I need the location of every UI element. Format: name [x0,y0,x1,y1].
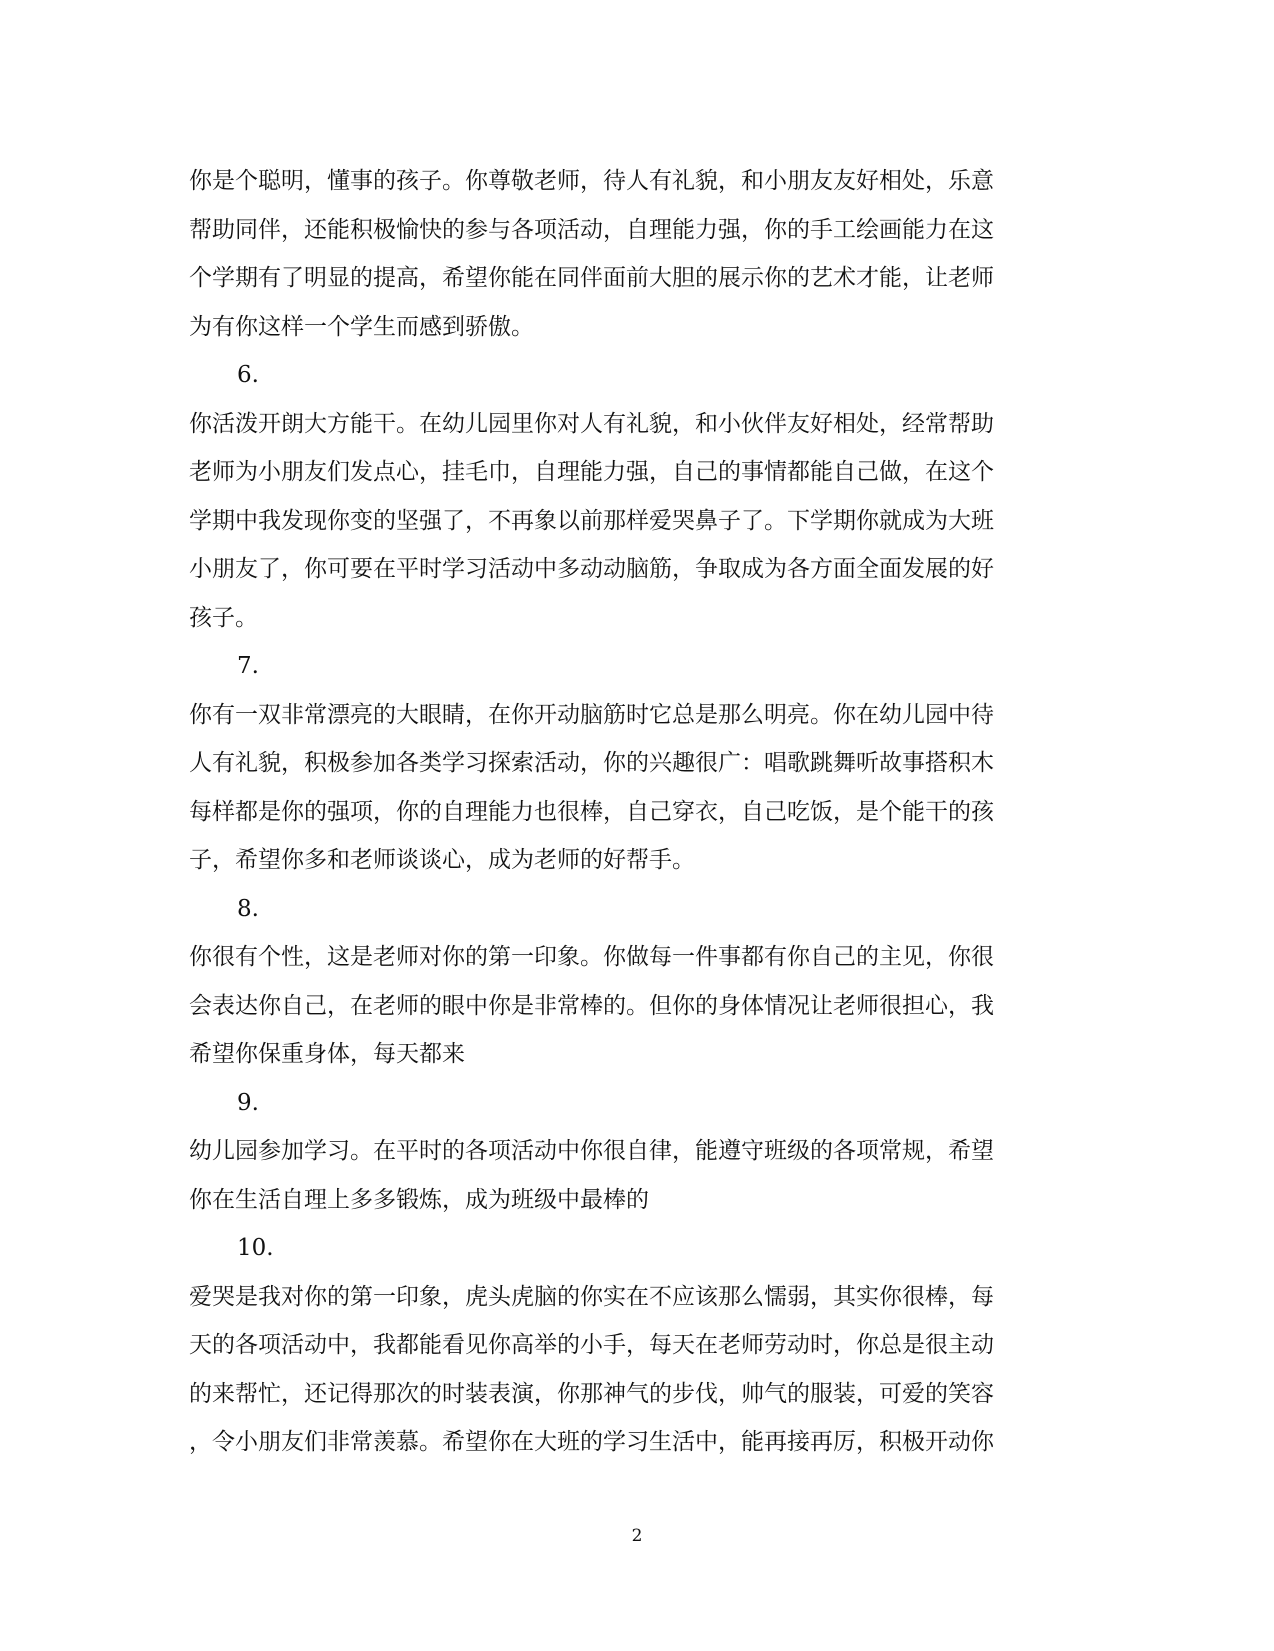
item-number-6: 6. [237,362,259,388]
item-number-10: 10. [237,1235,274,1261]
text-line: 个学期有了明显的提高，希望你能在同伴面前大胆的展示你的艺术才能，让老师 [189,265,994,291]
page-number: 2 [631,1526,643,1546]
text-line: 会表达你自己，在老师的眼中你是非常棒的。但你的身体情况让老师很担心，我 [189,992,994,1019]
text-line: 幼儿园参加学习。在平时的各项活动中你很自律，能遵守班级的各项常规，希望 [189,1138,994,1164]
text-line: ，令小朋友们非常羡慕。希望你在大班的学习生活中，能再接再厉，积极开动你 [189,1429,994,1455]
text-line: 你有一双非常漂亮的大眼睛，在你开动脑筋时它总是那么明亮。你在幼儿园中待 [189,701,994,728]
text-line: 人有礼貌，积极参加各类学习探索活动，你的兴趣很广：唱歌跳舞听故事搭积木 [189,750,994,776]
text-line: 为有你这样一个学生而感到骄傲。 [189,313,534,340]
text-line: 每样都是你的强项，你的自理能力也很棒，自己穿衣，自己吃饭，是个能干的孩 [189,798,994,825]
text-line: 老师为小朋友们发点心，挂毛巾，自理能力强，自己的事情都能自己做，在这个 [189,459,994,485]
item-number-7: 7. [237,653,259,679]
text-line: 天的各项活动中，我都能看见你高举的小手，每天在老师劳动时，你总是很主动 [189,1332,994,1358]
text-line: 希望你保重身体，每天都来 [189,1041,465,1067]
text-line: 你在生活自理上多多锻炼，成为班级中最棒的 [189,1186,649,1213]
text-line: 子，希望你多和老师谈谈心，成为老师的好帮手。 [189,847,695,873]
text-line: 的来帮忙，还记得那次的时装表演，你那神气的步伐，帅气的服装，可爱的笑容 [189,1380,994,1407]
text-line: 你是个聪明，懂事的孩子。你尊敬老师，待人有礼貌，和小朋友友好相处，乐意 [189,168,994,194]
item-number-9: 9. [237,1089,259,1116]
text-line: 小朋友了，你可要在平时学习活动中多动动脑筋，争取成为各方面全面发展的好 [189,556,994,582]
text-line: 学期中我发现你变的坚强了，不再象以前那样爱哭鼻子了。下学期你就成为大班 [189,507,994,534]
text-line: 孩子。 [189,604,258,631]
text-line: 帮助同伴，还能积极愉快的参与各项活动，自理能力强，你的手工绘画能力在这 [189,216,994,243]
document-body [189,157,1069,1467]
item-number-8: 8. [237,895,259,922]
text-line: 你很有个性，这是老师对你的第一印象。你做每一件事都有你自己的主见，你很 [189,944,994,970]
text-line: 你活泼开朗大方能干。在幼儿园里你对人有礼貌，和小伙伴友好相处，经常帮助 [189,410,994,437]
text-line: 爱哭是我对你的第一印象，虎头虎脑的你实在不应该那么懦弱，其实你很棒，每 [189,1283,994,1310]
